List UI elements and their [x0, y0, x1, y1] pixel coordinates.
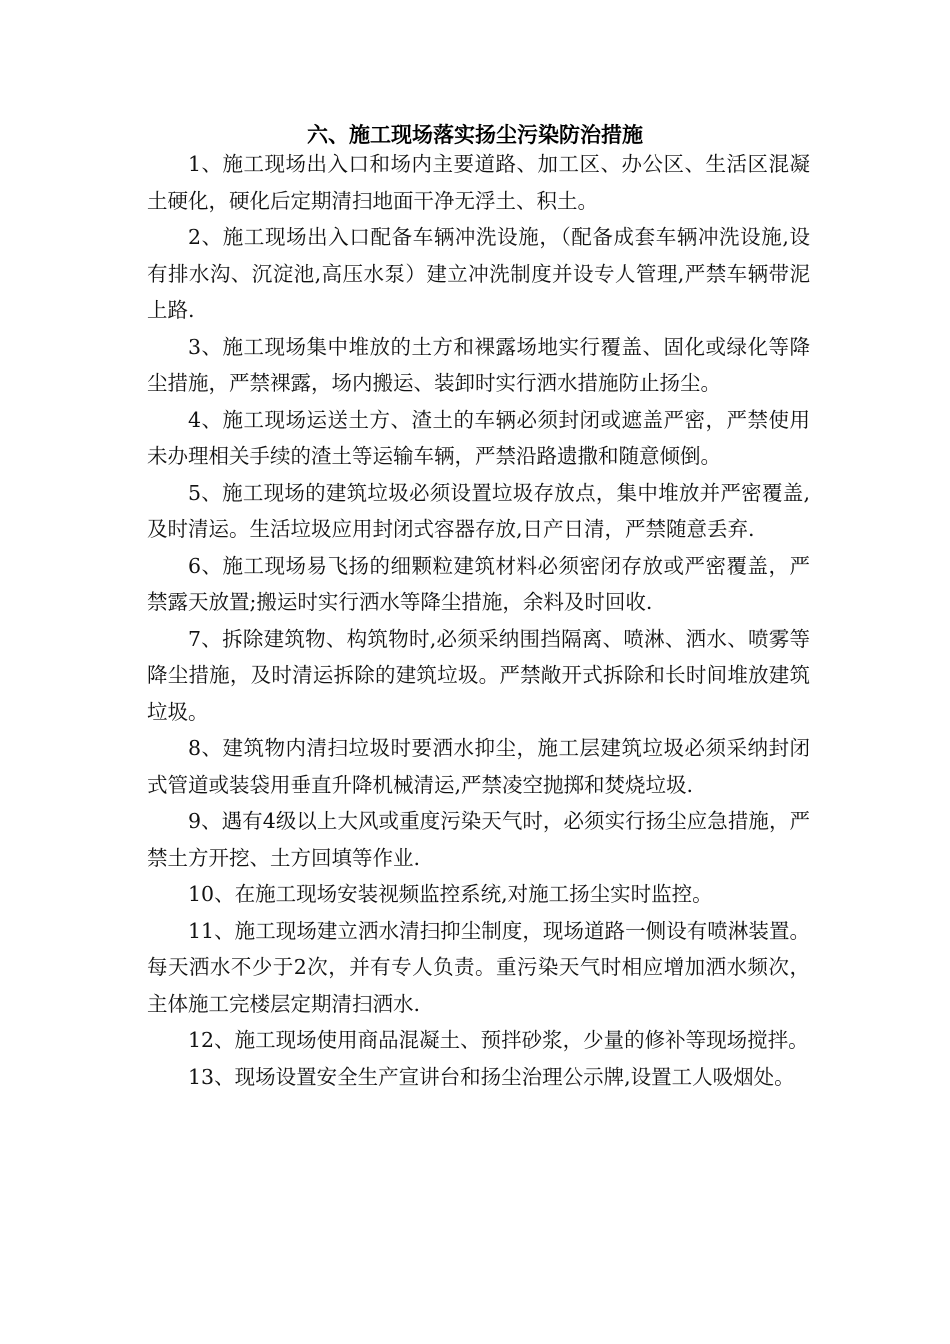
measure-paragraph-6: 6、施工现场易飞扬的细颗粒建筑材料必须密闭存放或严密覆盖，严禁露天放置;搬运时实行洒水等降尘措施，余料及时回收.: [147, 553, 810, 614]
measure-paragraph-1: 1、施工现场出入口和场内主要道路、加工区、办公区、生活区混凝土硬化，硬化后定期清扫地面干净无浮土、积土。: [147, 152, 810, 213]
measure-paragraph-3: 3、施工现场集中堆放的土方和裸露场地实行覆盖、固化或绿化等降尘措施，严禁裸露，场内搬运、装卸时实行洒水措施防止扬尘。: [147, 334, 810, 395]
measure-paragraph-2: 2、施工现场出入口配备车辆冲洗设施，（配备成套车辆冲洗设施,设有排水沟、沉淀池,高压水泵）建立冲洗制度并设专人管理,严禁车辆带泥上路.: [147, 225, 810, 322]
measure-paragraph-13: 13、现场设置安全生产宣讲台和扬尘治理公示牌,设置工人吸烟处。: [188, 1064, 795, 1089]
measure-paragraph-11: 11、施工现场建立洒水清扫抑尘制度，现场道路一侧设有喷淋装置。每天洒水不少于2次，并有专人负责。重污染天气时相应增加洒水频次，主体施工完楼层定期清扫洒水.: [147, 918, 810, 1016]
measure-paragraph-8: 8、建筑物内清扫垃圾时要洒水抑尘，施工层建筑垃圾必须采纳封闭式管道或装袋用垂直升降机械清运,严禁凌空抛掷和焚烧垃圾.: [147, 736, 810, 797]
measure-paragraph-12: 12、施工现场使用商品混凝土、预拌砂浆，少量的修补等现场搅拌。: [188, 1028, 809, 1052]
measure-paragraph-5: 5、施工现场的建筑垃圾必须设置垃圾存放点，集中堆放并严密覆盖,及时清运。生活垃圾应用封闭式容器存放,日产日清，严禁随意丢弃.: [147, 480, 810, 541]
measure-paragraph-9: 9、遇有4级以上大风或重度污染天气时，必须实行扬尘应急措施，严禁土方开挖、土方回填等作业.: [147, 809, 810, 870]
section-title: 六、施工现场落实扬尘污染防治措施: [307, 122, 643, 147]
measure-paragraph-7: 7、拆除建筑物、构筑物时,必须采纳围挡隔离、喷淋、洒水、喷雾等降尘措施，及时清运拆除的建筑垃圾。严禁敞开式拆除和长时间堆放建筑垃圾。: [147, 626, 810, 724]
measures-list: [147, 146, 810, 1095]
measure-paragraph-4: 4、施工现场运送土方、渣土的车辆必须封闭或遮盖严密，严禁使用未办理相关手续的渣土等运输车辆，严禁沿路遗撒和随意倾倒。: [147, 407, 810, 468]
measure-paragraph-10: 10、在施工现场安装视频监控系统,对施工扬尘实时监控。: [188, 882, 713, 906]
